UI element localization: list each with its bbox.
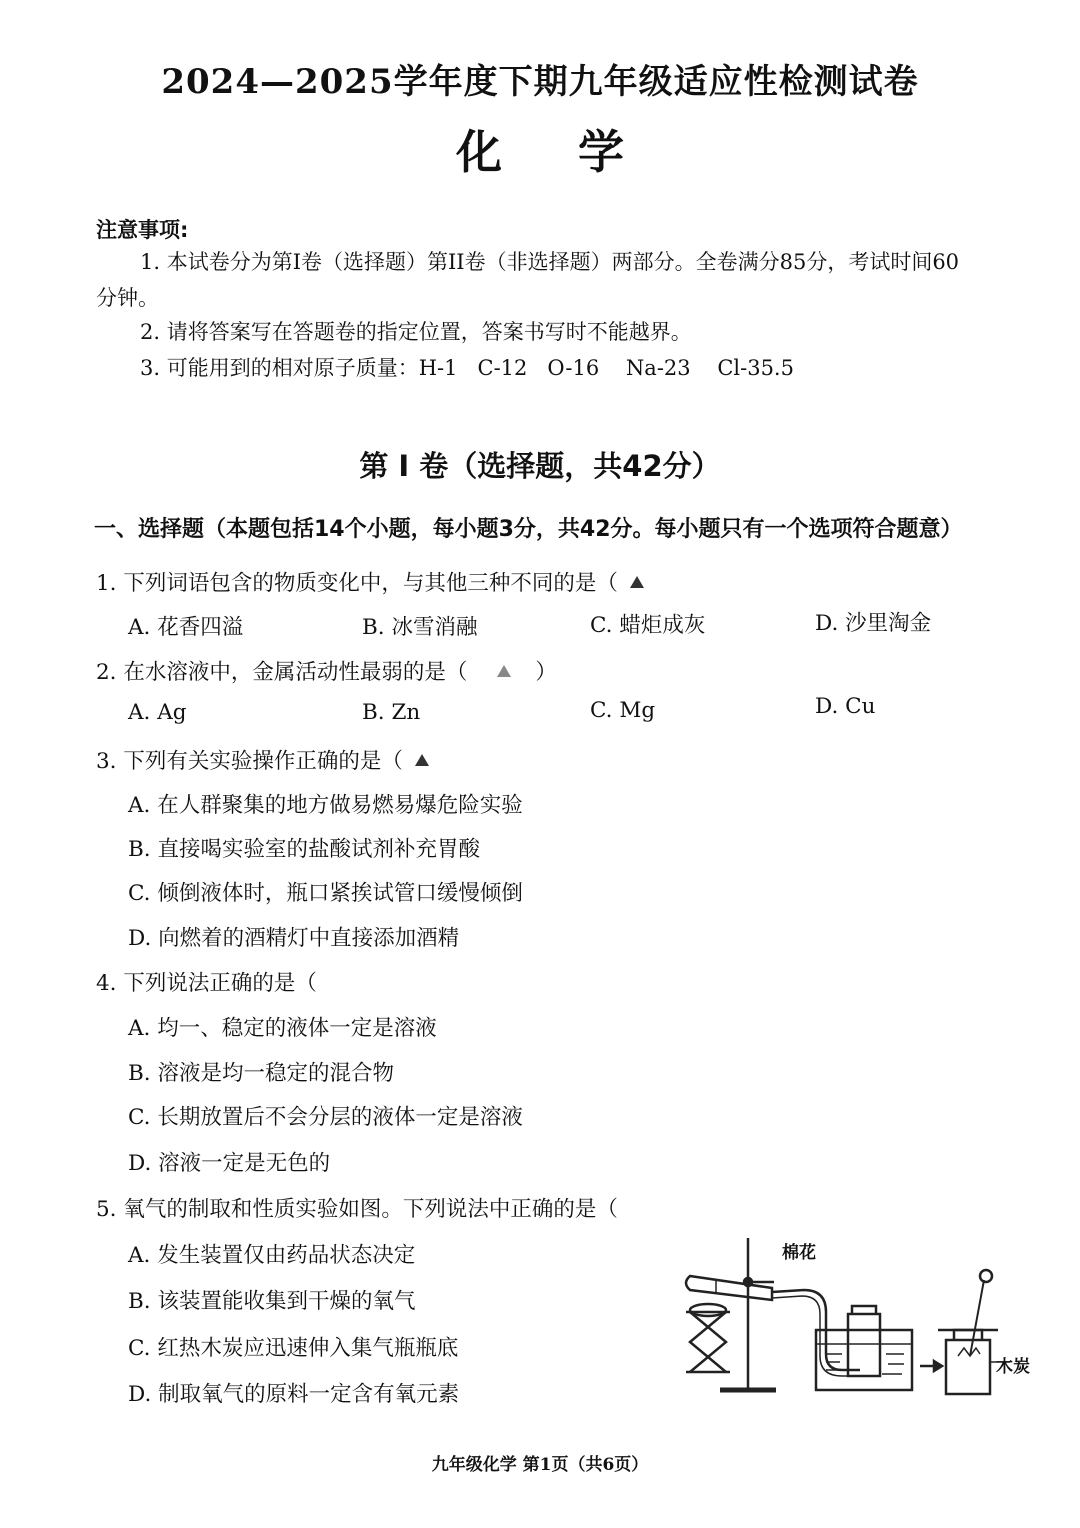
question-2-option-b: B. Zn [362,700,421,725]
charcoal-bottle [946,1340,990,1394]
question-4-text: 4. 下列说法正确的是（ [96,971,317,996]
question-1-option-a: A. 花香四溢 [128,615,244,640]
question-4-option-c: C. 长期放置后不会分层的液体一定是溶液 [128,1105,523,1130]
part-heading: 一、选择题（本题包括14个小题，每小题3分，共42分。每小题只有一个选项符合题意） [94,517,963,542]
tongs-handle [980,1270,992,1282]
cotton-label: 棉花 [782,1243,816,1263]
question-4-option-d: D. 溶液一定是无色的 [128,1151,331,1176]
section-title: 第 I 卷（选择题，共42分） [359,449,721,483]
answer-blank-triangle-icon [630,576,644,588]
question-1-option-d: D. 沙里淘金 [815,611,932,636]
page-footer: 九年级化学 第1页（共6页） [431,1455,649,1475]
question-1-text: 1. 下列词语包含的物质变化中，与其他三种不同的是（ [96,571,618,596]
question-2-option-d: D. Cu [815,694,876,719]
question-2-stem [96,655,557,686]
collecting-bottle [848,1314,880,1376]
alcohol-lamp [690,1304,726,1316]
question-5-option-a: A. 发生装置仅由药品状态决定 [128,1243,416,1268]
question-4-stem [96,966,317,997]
water-lines [826,1354,904,1374]
question-2-text: 2. 在水溶液中，金属活动性最弱的是（ [96,660,468,685]
answer-blank-triangle-icon [497,665,511,677]
question-5-option-c: C. 红热木炭应迅速伸入集气瓶瓶底 [128,1336,459,1361]
question-5-option-b: B. 该装置能收集到干燥的氧气 [128,1289,416,1314]
question-4-option-a: A. 均一、稳定的液体一定是溶液 [128,1016,437,1041]
question-4-option-b: B. 溶液是均一稳定的混合物 [128,1061,394,1086]
question-3-option-c: C. 倾倒液体时，瓶口紧挨试管口缓慢倾倒 [128,881,523,906]
charcoal-flame [958,1348,980,1356]
question-1-option-b: B. 冰雪消融 [362,615,478,640]
question-5-stem [96,1192,618,1223]
subject-text: 化 学 [455,125,624,179]
question-3-text: 3. 下列有关实验操作正确的是（ [96,749,403,774]
question-1-stem [96,566,654,597]
arrow-head-icon [934,1361,942,1371]
question-5-text: 5. 氧气的制取和性质实验如图。下列说法中正确的是（ [96,1197,618,1222]
question-3-option-a: A. 在人群聚集的地方做易燃易爆危险实验 [128,793,523,818]
question-3-stem [96,744,439,775]
tongs [970,1280,984,1356]
notice-item-2: 2. 请将答案写在答题卷的指定位置，答案书写时不能越界。 [140,320,692,344]
question-3-option-b: B. 直接喝实验室的盐酸试剂补充胃酸 [128,837,480,862]
subject-title [0,116,1080,182]
water-trough [816,1330,912,1390]
question-2-option-a: A. Ag [128,700,187,725]
lab-jack-scissor [690,1312,726,1372]
question-2-option-c: C. Mg [590,698,656,723]
charcoal-label: 木炭 [996,1357,1030,1377]
notice-item-3: 3. 可能用到的相对原子质量：H-1 C-12 O-16 Na-23 Cl-35.5 [140,356,794,380]
question-5-option-d: D. 制取氧气的原料一定含有氧元素 [128,1382,460,1407]
question-3-option-d: D. 向燃着的酒精灯中直接添加酒精 [128,926,460,951]
apparatus-drawing [676,1232,1036,1402]
notice-item-1-continued: 分钟。 [96,286,159,310]
charcoal-bottle-neck [954,1330,982,1340]
question-2-close: ） [535,660,557,685]
question-1-option-c: C. 蜡炬成灰 [590,613,706,638]
answer-blank-triangle-icon [415,754,429,766]
oxygen-apparatus-diagram [676,1232,1036,1402]
test-tube [686,1276,772,1300]
exam-title: 2024—2025学年度下期九年级适应性检测试卷 [161,62,919,102]
notice-heading: 注意事项: [96,218,189,242]
notice-item-1: 1. 本试卷分为第I卷（选择题）第II卷（非选择题）两部分。全卷满分85分，考试时间60 [140,250,960,274]
